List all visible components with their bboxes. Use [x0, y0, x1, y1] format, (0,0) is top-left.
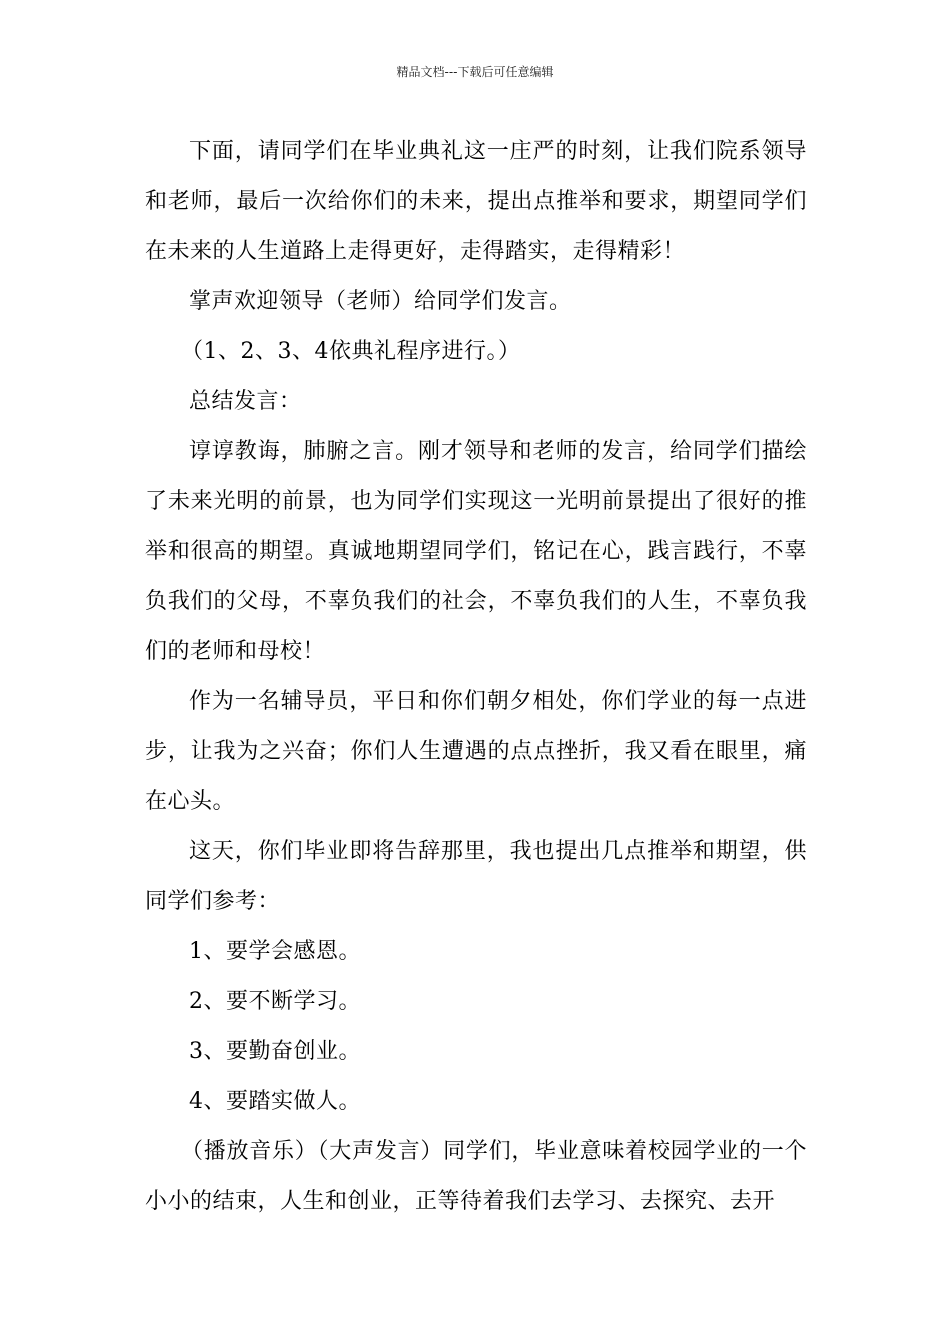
- paragraph-applause: 掌声欢迎领导（老师）给同学们发言。: [189, 289, 572, 314]
- list-item: 4、要踏实做人。: [189, 1089, 361, 1114]
- list-item: 3、要勤奋创业。: [189, 1039, 361, 1064]
- paragraph-summary-heading: 总结发言：: [189, 389, 302, 414]
- page-header: 精品文档---下载后可任意编辑: [396, 65, 554, 79]
- paragraph-advice-intro: 这天，你们毕业即将告辞那里，我也提出几点推举和期望，供同学们参考：: [145, 839, 807, 914]
- list-item: 1、要学会感恩。: [189, 939, 361, 964]
- paragraph-closing: （播放音乐）（大声发言）同学们，毕业意味着校园学业的一个小小的结束，人生和创业，正等待着我们去学习、去探究、去开: [145, 1139, 807, 1214]
- document-body: [145, 127, 807, 1227]
- paragraph-intro: 下面，请同学们在毕业典礼这一庄严的时刻，让我们院系领导和老师，最后一次给你们的未来，提出点推举和要求，期望同学们在未来的人生道路上走得更好，走得踏实，走得精彩！: [145, 139, 807, 264]
- list-item: 2、要不断学习。: [189, 989, 361, 1014]
- paragraph-summary: 谆谆教诲，肺腑之言。刚才领导和老师的发言，给同学们描绘了未来光明的前景，也为同学们实现这一光明前景提出了很好的推举和很高的期望。真诚地期望同学们，铭记在心，践言践行，不辜负我们的父母，不辜负我们的社会，不辜负我们的人生，不辜负我们的老师和母校！: [145, 439, 807, 664]
- paragraph-counselor: 作为一名辅导员，平日和你们朝夕相处，你们学业的每一点进步，让我为之兴奋；你们人生遭遇的点点挫折，我又看在眼里，痛在心头。: [145, 689, 807, 814]
- paragraph-procedure-note: （1、2、3、4依典礼程序进行。）: [181, 339, 521, 364]
